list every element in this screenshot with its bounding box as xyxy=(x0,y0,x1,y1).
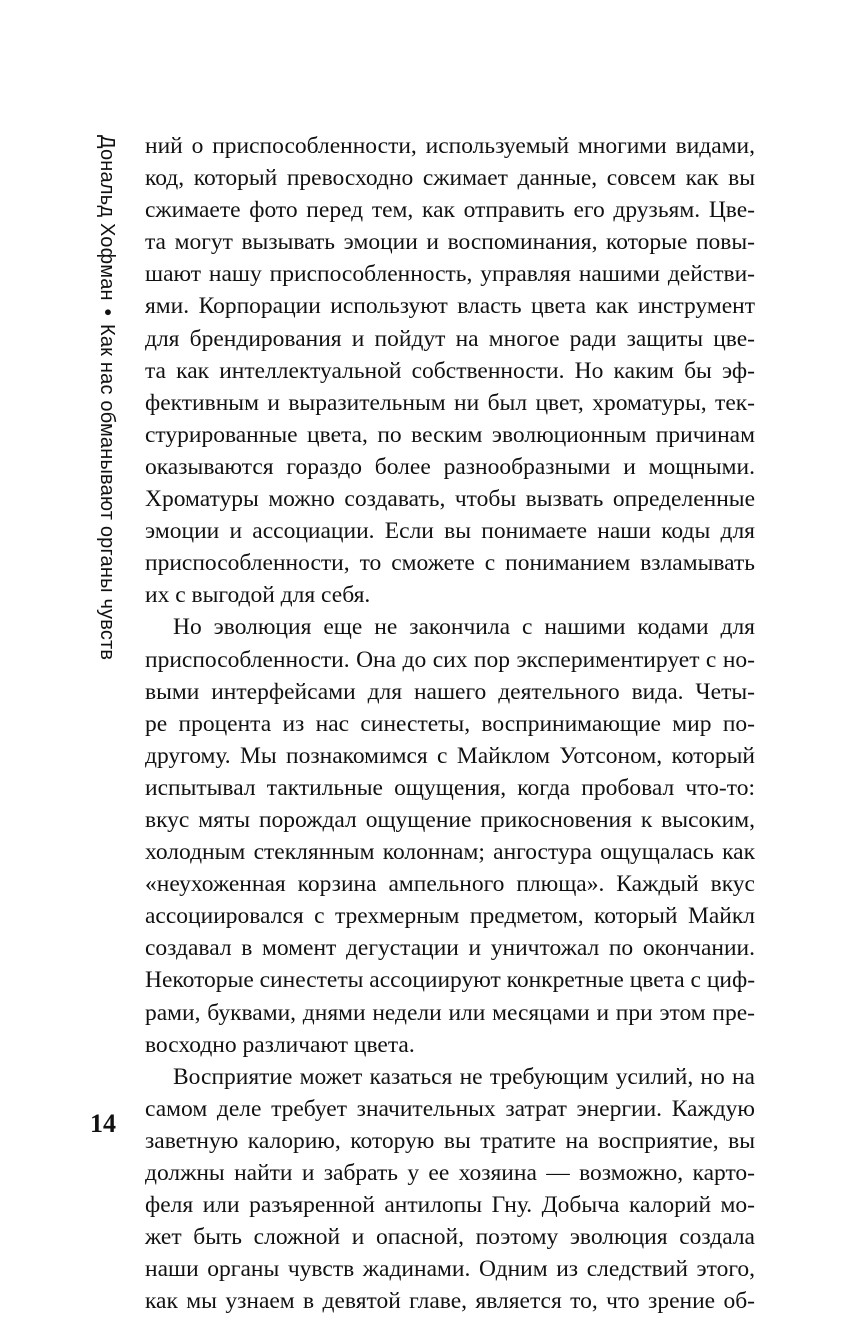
page-number: 14 xyxy=(90,1109,116,1138)
running-head xyxy=(92,135,122,661)
text-line: Хроматуры можно создавать, чтобы вызвать определенные xyxy=(145,486,755,513)
running-head-text xyxy=(92,135,122,661)
text-line: испытывал тактильные ощущения, когда пробовал что-то: xyxy=(145,774,755,801)
running-head-author: Дональд Хофман xyxy=(96,135,118,301)
text-line: другому. Мы познакомимся с Майклом Уотсоном, который xyxy=(145,742,755,769)
text-line: ре процента из нас синестеты, воспринимающие мир по- xyxy=(145,710,755,737)
text-line: та могут вызывать эмоции и воспоминания, которые повы- xyxy=(145,229,755,256)
text-line: стурированные цвета, по веским эволюционным причинам xyxy=(145,421,755,448)
text-line: создавал в момент дегустации и уничтожал по окончании. xyxy=(145,935,755,962)
text-line: заветную калорию, которую вы тратите на восприятие, вы xyxy=(145,1127,755,1154)
text-line: эмоции и ассоциации. Если вы понимаете наши коды для xyxy=(145,518,755,545)
text-line: приспособленности, то сможете с пониманием взламывать xyxy=(145,550,755,577)
text-line: фективным и выразительным ни был цвет, хроматуры, тек- xyxy=(145,389,755,416)
text-line: самом деле требует значительных затрат энергии. Каждую xyxy=(145,1095,755,1122)
text-line: сжимаете фото перед тем, как отправить его друзьям. Цве- xyxy=(145,197,755,224)
text-line: шают нашу приспособленность, управляя нашими действи- xyxy=(145,261,755,288)
running-head-book-title: Как нас обманывают органы чувств xyxy=(96,324,118,661)
body-text xyxy=(145,130,755,1317)
text-line: как мы узнаем в девятой главе, является то, что зрение об- xyxy=(145,1288,755,1315)
text-line: должны найти и забрать у ее хозяина — возможно, карто- xyxy=(145,1160,755,1186)
text-line: наши органы чувств жадинами. Одним из следствий этого, xyxy=(145,1256,755,1283)
text-line: приспособленности. Она до сих пор экспериментирует с но- xyxy=(145,646,755,673)
text-line: восходно различают цвета. xyxy=(145,1031,415,1058)
text-line: феля или разъяренной антилопы Гну. Добыча калорий мо- xyxy=(145,1192,755,1219)
running-head-separator: • xyxy=(96,308,118,316)
text-line: холодным стеклянным колоннам; ангостура ощущалась как xyxy=(145,839,755,866)
text-line: для брендирования и пойдут на многое ради защиты цве- xyxy=(145,325,755,352)
paragraph-first-line: Восприятие может казаться не требующим усилий, но на xyxy=(173,1063,755,1090)
text-line: ассоциировался с трехмерным предметом, который Майкл xyxy=(145,903,755,930)
text-line: их с выгодой для себя. xyxy=(145,582,371,609)
text-line: ний о приспособленности, используемый многими видами, xyxy=(145,133,755,159)
text-line: ями. Корпорации используют власть цвета как инструмент xyxy=(145,293,755,320)
text-line: рами, буквами, днями недели или месяцами и при этом пре- xyxy=(145,999,755,1026)
text-line: код, который превосходно сжимает данные, совсем как вы xyxy=(145,165,755,192)
text-line: та как интеллектуальной собственности. Но каким бы эф- xyxy=(145,357,755,384)
paragraph-first-line: Но эволюция еще не закончила с нашими кодами для xyxy=(173,614,755,641)
text-line: оказываются гораздо более разнообразными и мощными. xyxy=(145,453,755,480)
text-line: жет быть сложной и опасной, поэтому эволюция создала xyxy=(145,1224,755,1251)
text-line: «неухоженная корзина ампельного плюща». Каждый вкус xyxy=(145,871,755,898)
text-line: Некоторые синестеты ассоциируют конкретные цвета с циф- xyxy=(145,967,756,994)
text-line: выми интерфейсами для нашего деятельного вида. Четы- xyxy=(145,678,755,705)
text-line: вкус мяты порождал ощущение прикосновения к высоким, xyxy=(145,806,755,833)
